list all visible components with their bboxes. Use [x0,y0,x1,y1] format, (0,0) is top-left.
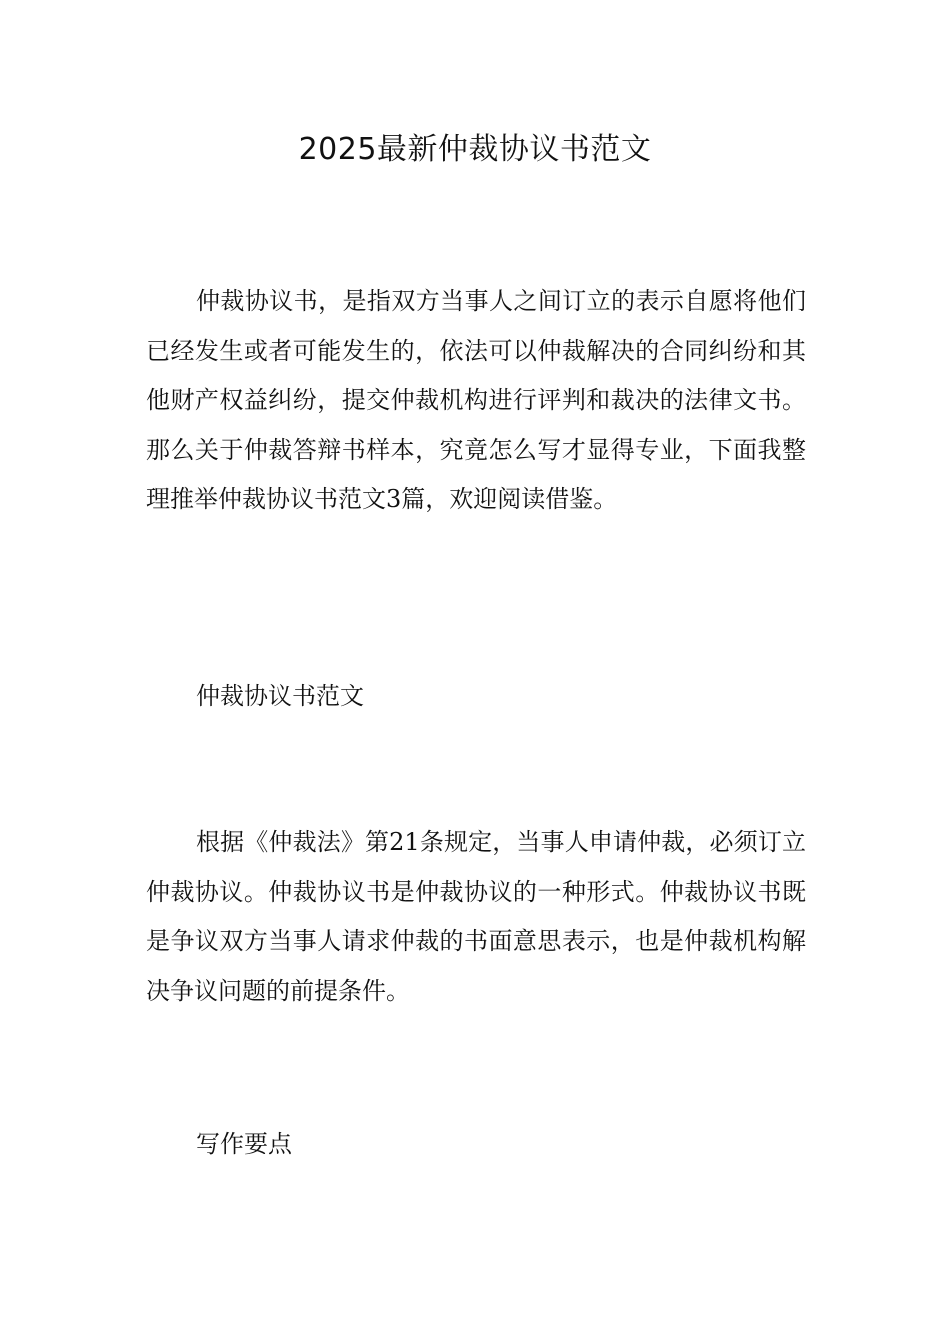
document-title: 2025最新仲裁协议书范文 [298,132,652,167]
intro-paragraph: 仲裁协议书，是指双方当事人之间订立的表示自愿将他们已经发生或者可能发生的，依法可以仲裁解决的合同纠纷和其他财产权益纠纷，提交仲裁机构进行评判和裁决的法律文书。那么关于仲裁答辩书样本，究竟怎么写才显得专业，下面我整理推举仲裁协议书范文3篇，欢迎阅读借鉴。 [146,287,806,513]
section-heading-sample: 仲裁协议书范文 [196,682,364,710]
section-heading-writing-points: 写作要点 [196,1130,292,1158]
section-paragraph-legal-basis: 根据《仲裁法》第21条规定，当事人申请仲裁，必须订立仲裁协议。仲裁协议书是仲裁协议的一种形式。仲裁协议书既是争议双方当事人请求仲裁的书面意思表示，也是仲裁机构解决争议问题的前提条件。 [146,828,806,1005]
